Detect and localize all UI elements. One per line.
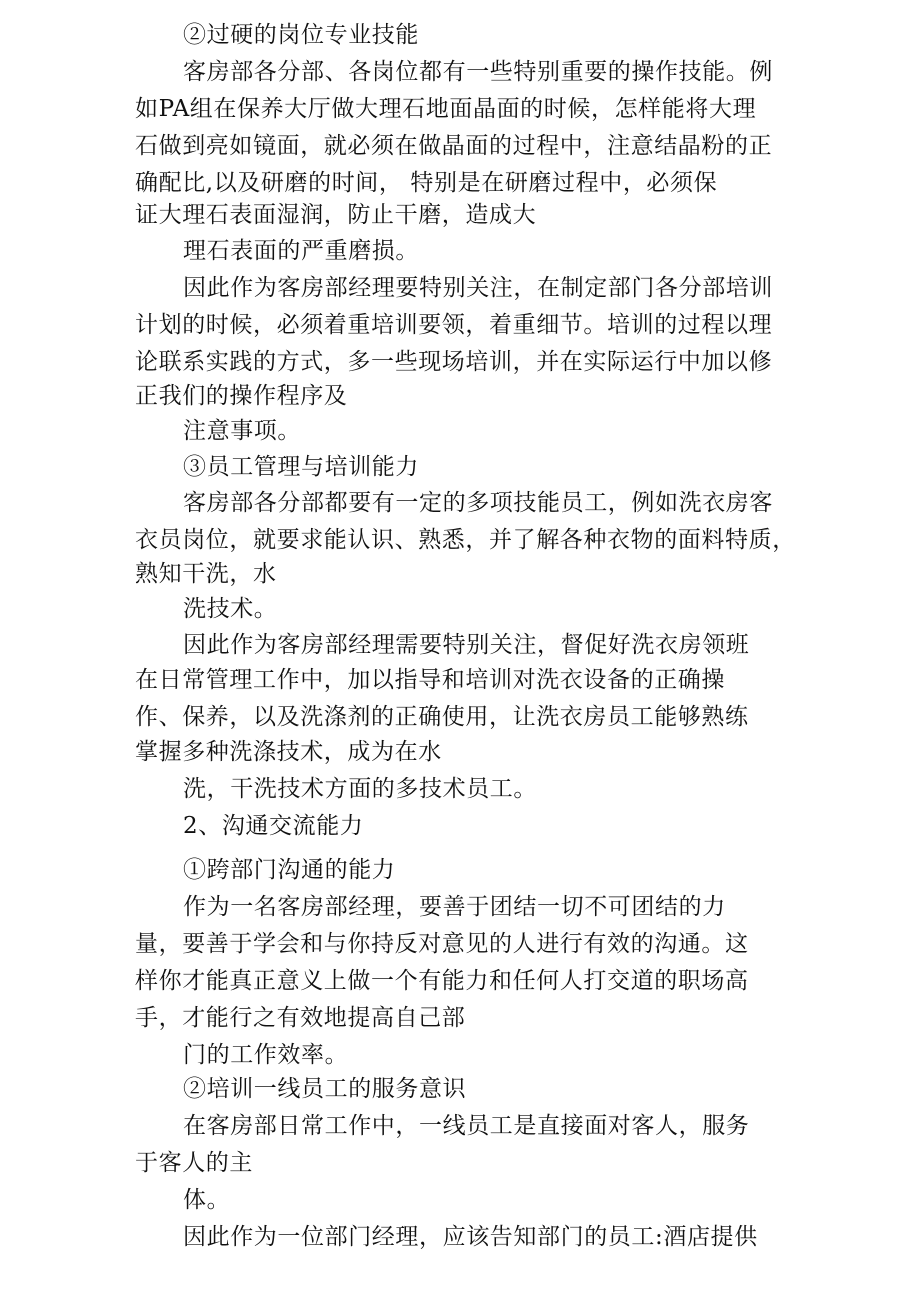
- paragraph-line: 证大理石表面湿润，防止干磨，造成大: [135, 202, 537, 228]
- section-heading-communication: 2、沟通交流能力: [183, 813, 364, 839]
- paragraph-line: 正我们的操作程序及: [135, 383, 348, 409]
- paragraph-line: 因此作为客房部经理需要特别关注，督促好洗衣房领班: [183, 632, 750, 658]
- paragraph-line: 手，才能行之有效地提高自己部: [135, 1005, 466, 1031]
- paragraph-line: 论联系实践的方式，多一些现场培训，并在实际运行中加以修: [135, 349, 773, 375]
- paragraph-line: 如PA组在保养大厅做大理石地面晶面的时候，怎样能将大理: [135, 96, 757, 122]
- paragraph-line: 门的工作效率。: [183, 1042, 349, 1068]
- paragraph-line: 体。: [183, 1187, 231, 1213]
- paragraph-line: 洗技术。: [183, 596, 278, 622]
- paragraph-line: 计划的时候，必须着重培训要领，着重细节。培训的过程以理: [135, 312, 773, 338]
- paragraph-line: 作、保养，以及洗涤剂的正确使用，让洗衣房员工能够熟练: [135, 704, 749, 730]
- subheading-service-awareness: ②培训一线员工的服务意识: [183, 1076, 467, 1102]
- paragraph-line: 客房部各分部都要有一定的多项技能员工，例如洗衣房客: [183, 490, 773, 516]
- subheading-staff-management: ③员工管理与培训能力: [183, 454, 419, 480]
- subheading-hard-skills: ②过硬的岗位专业技能: [183, 22, 419, 48]
- paragraph-line: 因此作为客房部经理要特别关注，在制定部门各分部培训: [183, 275, 773, 301]
- subheading-cross-department: ①跨部门沟通的能力: [183, 857, 396, 883]
- paragraph-line: 掌握多种洗涤技术，成为在水: [135, 739, 442, 765]
- paragraph-line: 于客人的主: [135, 1150, 253, 1176]
- paragraph-line: 客房部各分部、各岗位都有一些特别重要的操作技能。例: [183, 59, 773, 85]
- paragraph-line: 因此作为一位部门经理，应该告知部门的员工:酒店提供: [183, 1224, 758, 1250]
- paragraph-line: 量，要善于学会和与你持反对意见的人进行有效的沟通。这: [135, 931, 749, 957]
- paragraph-line: 石做到亮如镜面，就必须在做晶面的过程中，注意结晶粉的正: [135, 133, 773, 159]
- paragraph-line: 理石表面的严重磨损。: [183, 238, 419, 264]
- paragraph-line: 确配比,以及研磨的时间， 特别是在研磨过程中，必须保: [135, 170, 718, 196]
- paragraph-line: 注意事项。: [183, 418, 301, 444]
- paragraph-line: 样你才能真正意义上做一个有能力和任何人打交道的职场高: [135, 968, 749, 994]
- paragraph-line: 作为一名客房部经理，要善于团结一切不可团结的力: [183, 894, 726, 920]
- paragraph-line: 熟知干洗，水: [135, 561, 277, 587]
- paragraph-line: 在客房部日常工作中，一线员工是直接面对客人，服务: [183, 1113, 750, 1139]
- paragraph-line: 在日常管理工作中，加以指导和培训对洗衣设备的正确操: [135, 667, 725, 693]
- paragraph-line: 衣员岗位，就要求能认识、熟悉，并了解各种衣物的面料特质，: [135, 527, 796, 553]
- paragraph-line: 洗，干洗技术方面的多技术员工。: [183, 776, 537, 802]
